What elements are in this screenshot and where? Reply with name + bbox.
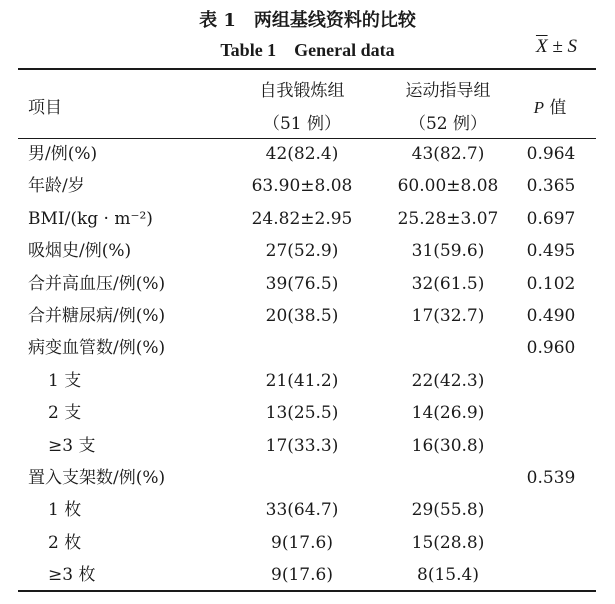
cell-p-value: 0.495 [526, 241, 576, 262]
table-row [18, 332, 596, 364]
row-label: 合并糖尿病/例(%) [28, 306, 166, 326]
cell-group-a: 9(17.6) [271, 565, 333, 586]
table-row [18, 365, 596, 397]
table-row [18, 462, 596, 494]
cell-group-b: 32(61.5) [411, 273, 485, 294]
cell-group-a: 9(17.6) [271, 532, 333, 553]
table-row [18, 559, 596, 591]
table-row [18, 235, 596, 267]
cell-group-a: 21(41.2) [265, 370, 339, 391]
cell-p-value: 0.964 [526, 144, 576, 164]
cell-p-value: 0.365 [526, 176, 576, 197]
cell-p-value: 0.697 [526, 208, 576, 229]
cell-group-b: 25.28±3.07 [397, 208, 499, 229]
table-top-rule [18, 68, 596, 70]
header-group-b-name: 运动指导组 [405, 81, 491, 101]
sd-symbol: ± S [547, 36, 577, 57]
cell-group-a: 27(52.9) [265, 241, 339, 262]
table-row [18, 527, 596, 559]
cell-group-a: 17(33.3) [265, 435, 339, 456]
cell-group-b: 60.00±8.08 [397, 176, 499, 197]
table-title-english: Table 1 General data [220, 40, 395, 60]
cell-group-b: 8(15.4) [417, 565, 479, 586]
statistics-notation [536, 36, 577, 58]
header-group-a-count: （51 例） [262, 114, 342, 134]
cell-group-a: 33(64.7) [265, 500, 339, 521]
header-group-a-name: 自我锻炼组 [259, 81, 345, 101]
cell-group-b: 15(28.8) [411, 532, 485, 553]
header-p-value [520, 93, 580, 118]
table-bottom-rule [18, 590, 596, 592]
row-label: ≥3 枚 [48, 565, 96, 586]
table-row [18, 203, 596, 235]
cell-group-b: 43(82.7) [411, 144, 485, 164]
cell-group-a: 63.90±8.08 [251, 176, 353, 197]
header-item: 项目 [28, 98, 62, 118]
cell-group-b: 14(26.9) [411, 403, 485, 424]
cell-group-a: 24.82±2.95 [251, 208, 353, 229]
table-title-chinese: 表 1 两组基线资料的比较 [199, 10, 416, 31]
p-symbol: P [533, 98, 544, 117]
cell-group-b: 16(30.8) [411, 435, 485, 456]
cell-p-value: 0.960 [526, 338, 576, 359]
row-label: 2 枚 [48, 532, 82, 553]
mean-symbol: $\overline{X}$ [535, 36, 548, 57]
header-group-b-count: （52 例） [408, 114, 488, 134]
table-row [18, 397, 596, 429]
row-label: BMI/(kg · m⁻²) [28, 208, 153, 229]
table-row [18, 430, 596, 462]
row-label: 男/例(%) [28, 144, 98, 164]
table-row [18, 268, 596, 300]
row-label: ≥3 支 [48, 435, 96, 456]
table-row [18, 494, 596, 526]
cell-group-b: 31(59.6) [411, 241, 485, 262]
row-label: 1 枚 [48, 500, 82, 521]
row-label: 2 支 [48, 403, 82, 424]
row-label: 病变血管数/例(%) [28, 338, 166, 359]
cell-group-b: 17(32.7) [411, 306, 485, 326]
table-row [18, 170, 596, 202]
cell-p-value: 0.539 [526, 468, 576, 488]
cell-group-a: 13(25.5) [265, 403, 339, 424]
row-label: 置入支架数/例(%) [28, 468, 166, 488]
cell-group-b: 22(42.3) [411, 370, 485, 391]
row-label: 年龄/岁 [28, 176, 85, 197]
cell-p-value: 0.102 [526, 273, 576, 294]
header-group-exercise-guidance [378, 76, 518, 134]
cell-group-b: 29(55.8) [411, 500, 485, 521]
cell-group-a: 20(38.5) [265, 306, 339, 326]
header-group-self-exercise [232, 76, 372, 134]
table-row [18, 300, 596, 332]
table-row [18, 138, 596, 170]
cell-group-a: 39(76.5) [265, 273, 339, 294]
row-label: 1 支 [48, 370, 82, 391]
row-label: 合并高血压/例(%) [28, 273, 166, 294]
p-suffix: 值 [543, 98, 567, 118]
cell-p-value: 0.490 [526, 306, 576, 326]
cell-group-a: 42(82.4) [265, 144, 339, 164]
row-label: 吸烟史/例(%) [28, 241, 132, 262]
